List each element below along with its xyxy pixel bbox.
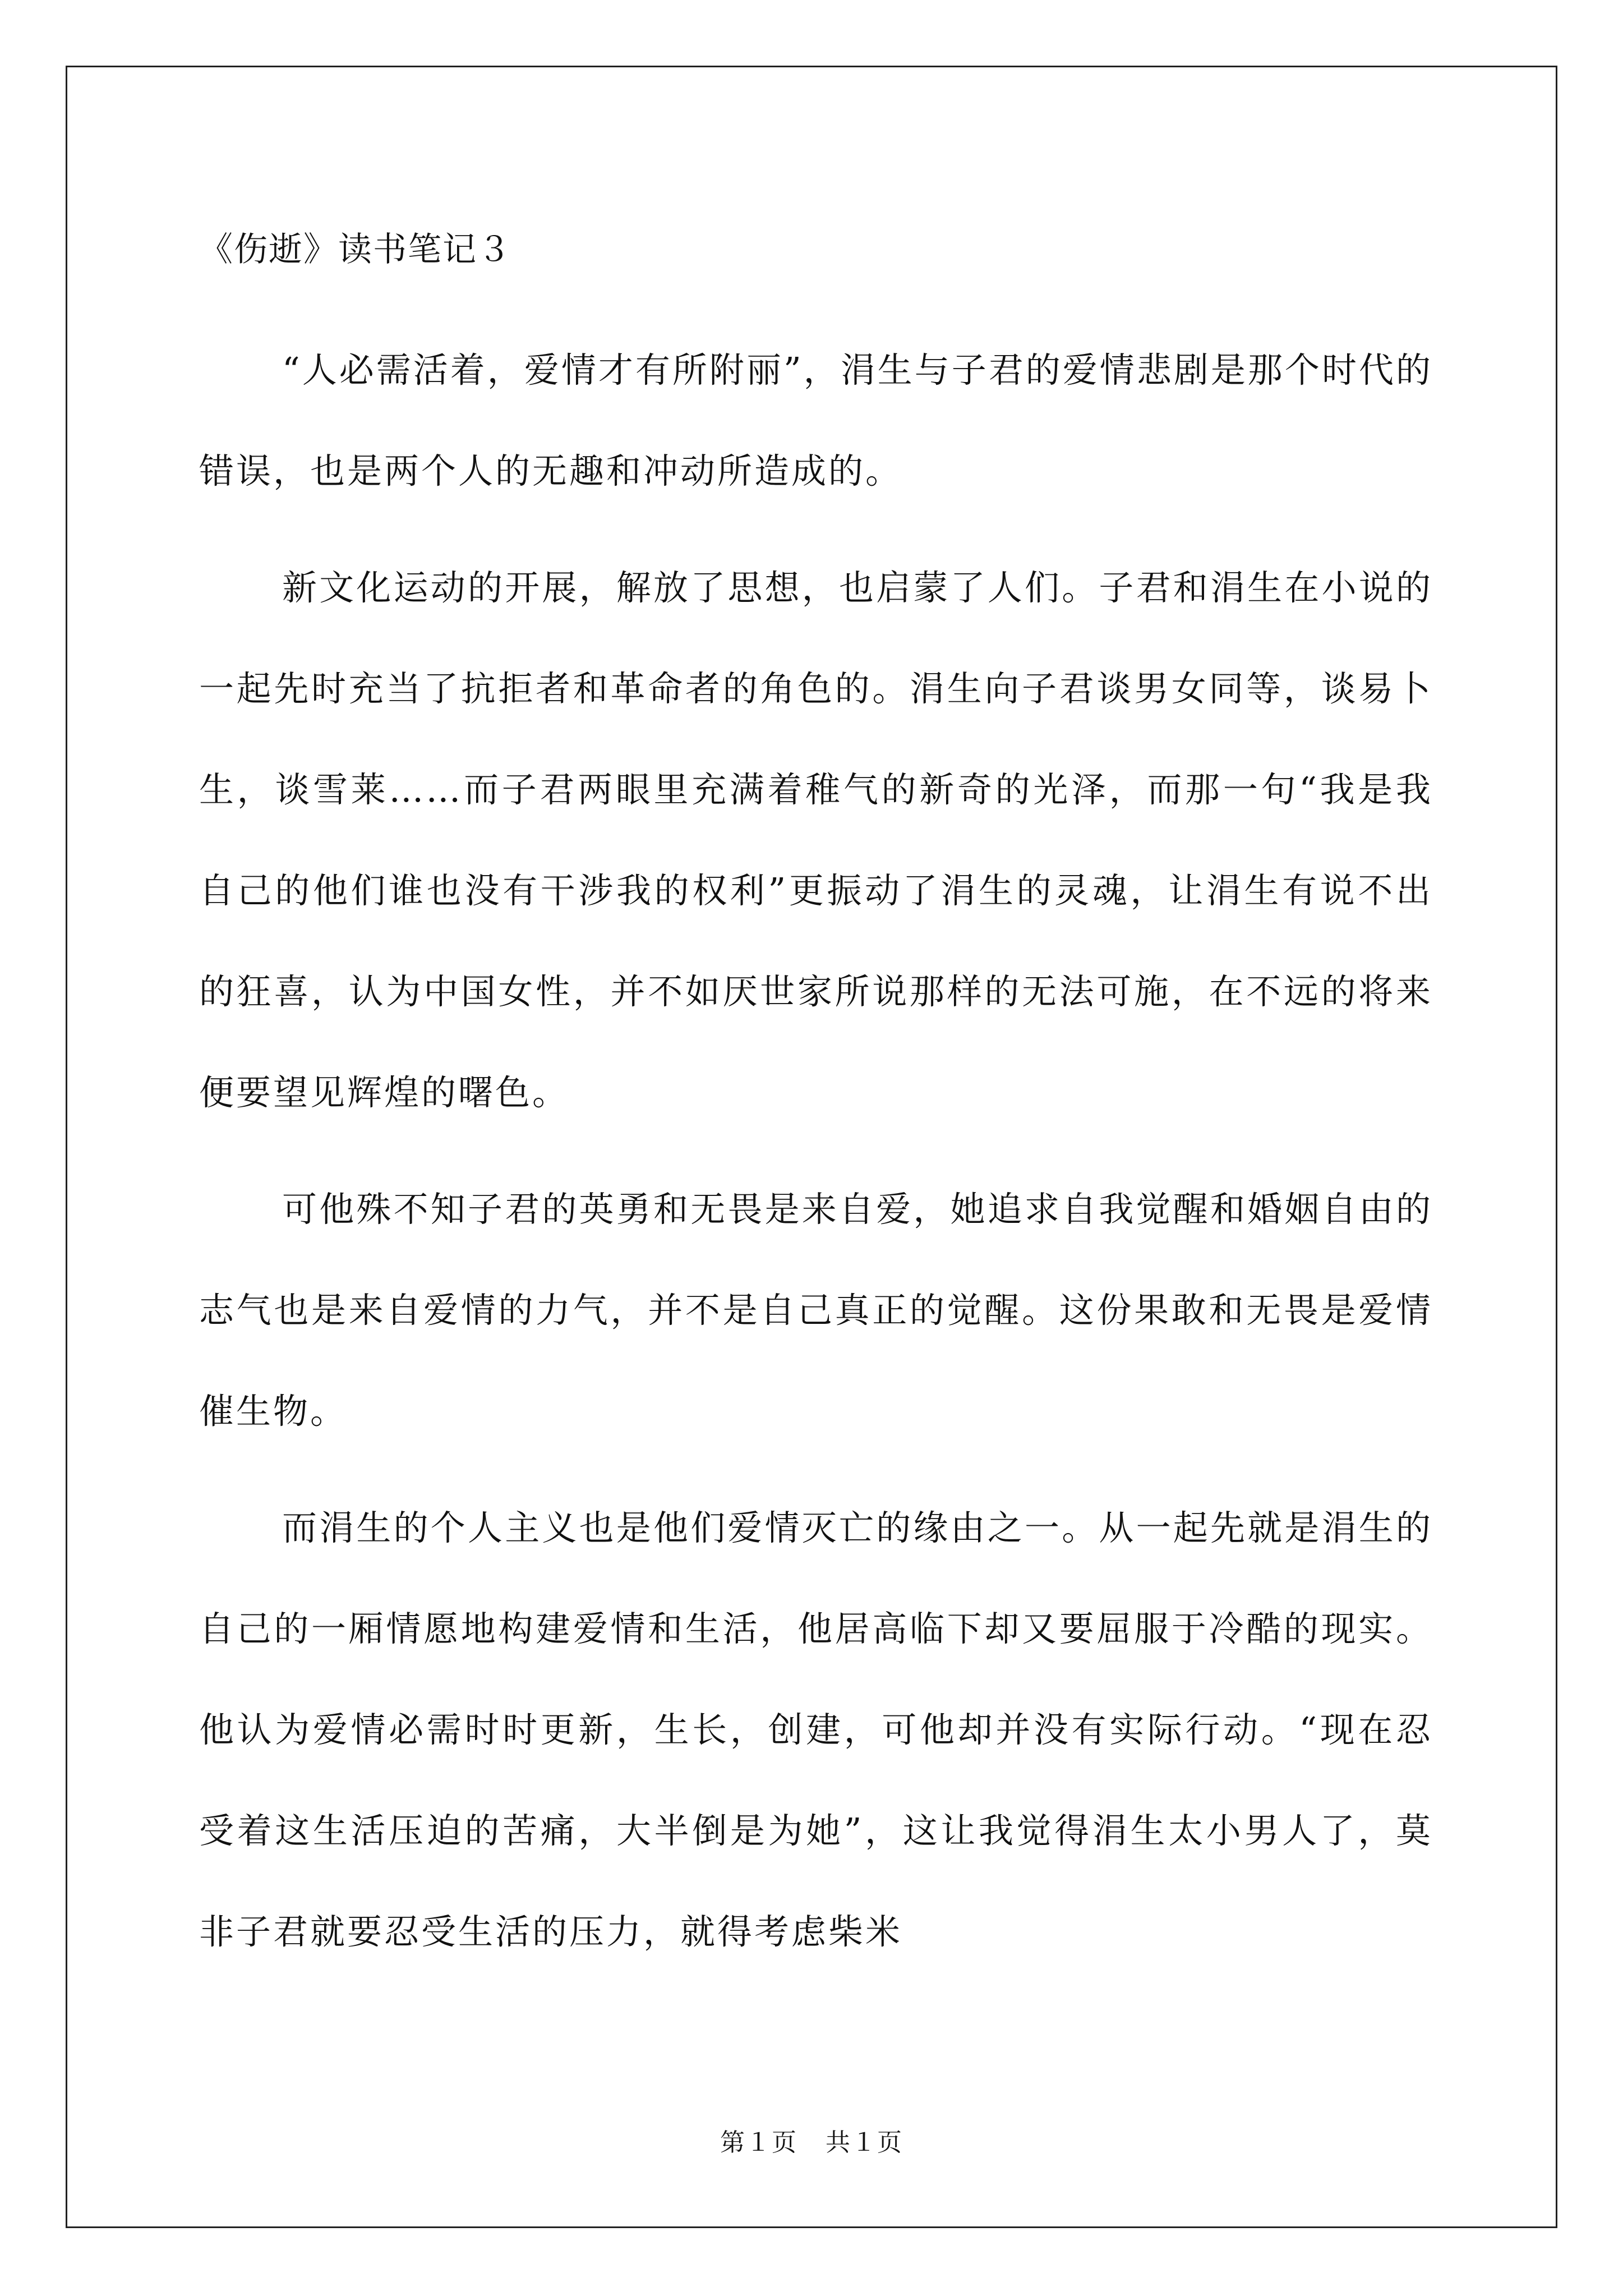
- paragraph-3: 可他殊不知子君的英勇和无畏是来自爱，她追求自我觉醒和婚姻自由的志气也是来自爱情的力气，并不是自己真正的觉醒。这份果敢和无畏是爱情催生物。: [199, 1189, 1433, 1432]
- page-number: 第１页: [720, 2128, 797, 2157]
- paragraph-2: 新文化运动的开展，解放了思想，也启蒙了人们。子君和涓生在小说的一起先时充当了抗拒者和革命者的角色的。涓生向子君谈男女同等，谈易卜生，谈雪莱……而子君两眼里充满着稚气的新奇的光泽，而那一句“我是我自己的他们谁也没有干涉我的权利”更振动了涓生的灵魂，让涓生有说不出的狂喜，认为中国女性，并不如厌世家所说那样的无法可施，在不远的将来便要望见辉煌的曙色。: [199, 567, 1433, 1113]
- document-title: 《伤逝》读书笔记３: [199, 230, 512, 269]
- document-body: [199, 213, 1433, 1998]
- page-total: 共１页: [826, 2128, 903, 2157]
- paragraph-4: 而涓生的个人主义也是他们爱情灭亡的缘由之一。从一起先就是涓生的自己的一厢情愿地构建爱情和生活，他居高临下却又要屈服于冷酷的现实。他认为爱情必需时时更新，生长，创建，可他却并没有实际行动。“现在忍受着这生活压迫的苦痛，大半倒是为她”，这让我觉得涓生太小男人了，莫非子君就要忍受生活的压力，就得考虑柴米: [199, 1507, 1433, 1952]
- paragraph-1: “人必需活着，爱情才有所附丽”，涓生与子君的爱情悲剧是那个时代的错误，也是两个人的无趣和冲动所造成的。: [199, 349, 1433, 491]
- page-footer: [0, 2126, 1623, 2160]
